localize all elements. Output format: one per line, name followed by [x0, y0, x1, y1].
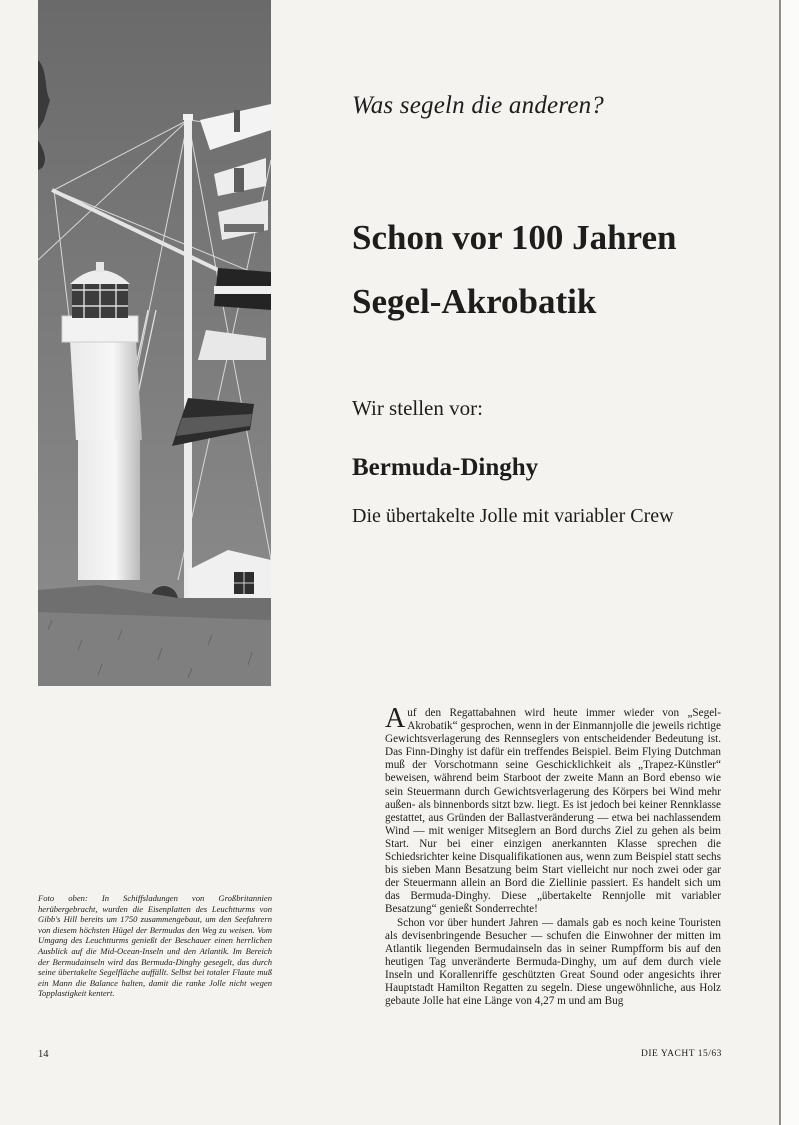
lighthouse-photo — [38, 0, 271, 686]
intro-line: Wir stellen vor: — [352, 396, 483, 420]
page-number: 14 — [38, 1049, 49, 1060]
headline-line-1: Schon vor 100 Jahren — [352, 218, 677, 257]
kicker-line: Was segeln die anderen? — [352, 92, 605, 119]
page-edge — [781, 0, 799, 1125]
headline — [352, 206, 752, 334]
issue-label: DIE YACHT 15/63 — [641, 1049, 722, 1059]
headline-line-2: Segel-Akrobatik — [352, 282, 597, 321]
photo-caption: Foto oben: In Schiffsladungen von Großbritannien herübergebracht, wurden die Eisenplatten des Leuchtturms von Gibb's Hill bereits um 1750 zusammengebaut, um den Seefahrern von diesem höchsten Hügel der Bermudas den Weg zu weisen. Vom Umgang des Leuchtturms genießt der Beschauer einen herrlichen Ausblick auf die Mid-Ocean-Inseln und den Atlantik. Im Bereich der Bermudainseln wird das Bermuda-Dinghy gesegelt, das durch seine übertakelte Segelfläche auffällt. Selbst bei totaler Flaute muß ein Mann die Balance halten, damit die ranke Jolle nicht wegen Topplastigkeit kentert. — [38, 893, 272, 999]
drop-cap: A — [385, 703, 406, 734]
subject-subtitle: Die übertakelte Jolle mit variabler Crew — [352, 505, 674, 527]
flag-mast — [184, 118, 192, 598]
paragraph-1-text: uf den Regattabahnen wird heute immer wieder von „Segel-Akrobatik“ gesprochen, wenn in der Einmannjolle die jeweils richtige Gewichtsverlagerung des Rennseglers von entscheidender Bedeutung ist. Das Finn-Dinghy ist dafür ein treffendes Beispiel. Beim Flying Dutchman muß der Vorschotmann seine Geschicklichkeit als „Trapez-Künstler“ beweisen, während beim Starboot der zweite Mann an Bord ebenso wie sein Steuermann durch Gewichtsverlagerung des Körpers bei Wind mehr außen- als binnenbords sitzt bzw. liegt. Es ist jedoch bei keiner Rennklasse gestattet, aus Gründen der Ballastveränderung — etwa bei nachlassendem Wind — mit weniger Mitseglern an Bord durchs Ziel zu gehen als beim Start. Nur bei einer einzigen anerkannten Klasse sprechen die Schiedsrichter keine Disqualifikationen aus, wenn zum Beispiel statt sechs bis sieben Mann Besatzung beim Start vielleicht nur noch zwei oder gar der Steuermann allein an Bord die Ziellinie passiert. Es handelt sich um das Bermuda-Dinghy. Diese „übertakelte Rennjolle mit variabler Besatzung“ genießt Sonderrechte! — [385, 707, 721, 916]
article-paragraph-2: Schon vor über hundert Jahren — damals gab es noch keine Touristen als devisenbringende Besucher — schufen die Einwohner der mitten im Atlantik liegenden Bermudainseln das in seiner Rumpfform bis auf den heutigen Tag unveränderte Bermuda-Dinghy, um auf dem durch viele Inseln und Korallenriffe geschützten Great Sound oder angesichts ihrer Hauptstadt Hamilton Regatten zu segeln. Diese ungewöhnliche, aus Holz gebaute Jolle hat eine Länge von 4,27 m und am Bug — [385, 916, 721, 1008]
subject-title: Bermuda-Dinghy — [352, 454, 539, 481]
article-paragraph-1 — [385, 703, 721, 917]
article-body — [385, 703, 721, 1008]
